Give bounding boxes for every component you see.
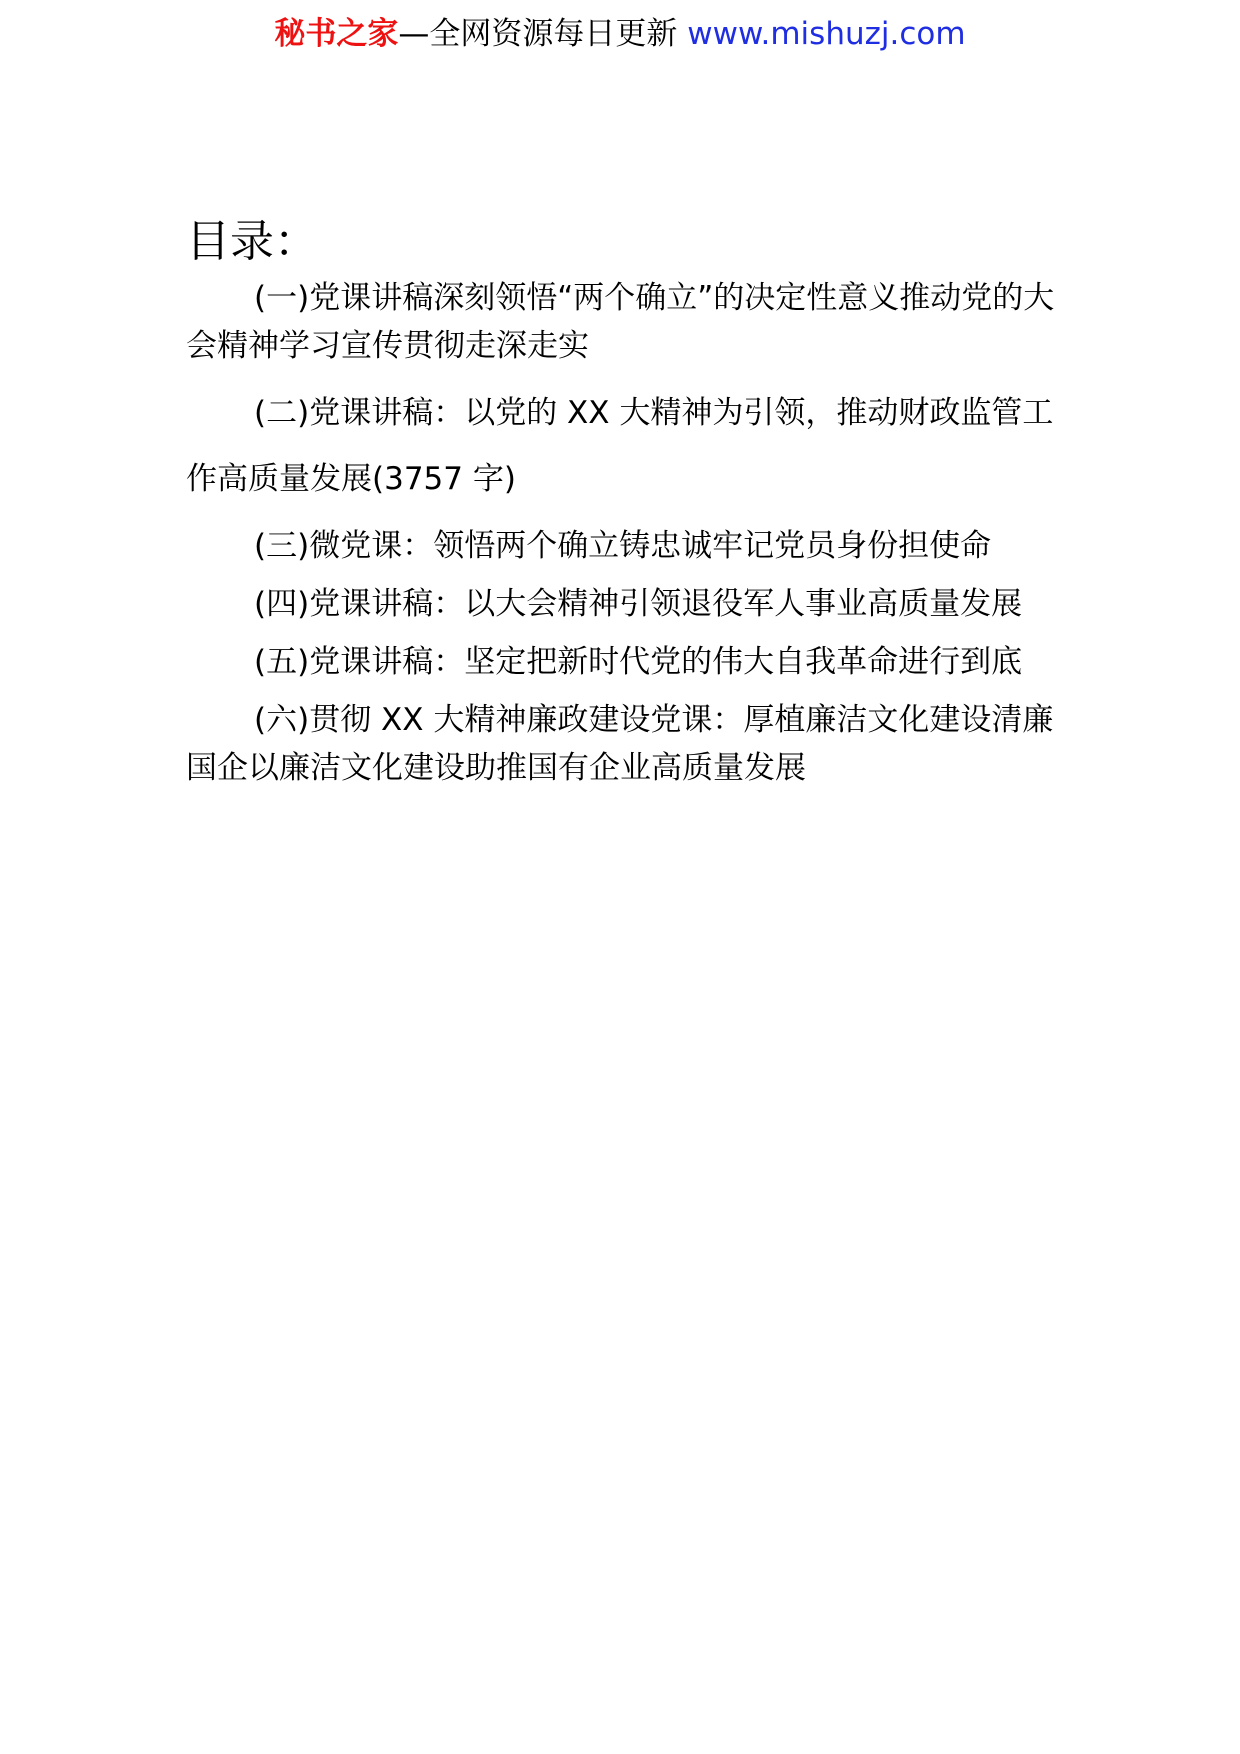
brand-name: 秘书之家 [274,16,399,52]
site-header [0,12,1240,56]
site-url-link[interactable]: www.mishuzj.com [687,16,966,52]
toc-title: 目录： [186,216,318,267]
toc-item-3: (三)微党课：领悟两个确立铸忠诚牢记党员身份担使命 [254,528,992,564]
toc-item-5: (五)党课讲稿：坚定把新时代党的伟大自我革命进行到底 [254,644,1023,680]
toc-item-1: (一)党课讲稿深刻领悟“两个确立”的决定性意义推动党的大会精神学习宣传贯彻走深走实 [186,280,1055,364]
toc-item-6: (六)贯彻 XX 大精神廉政建设党课：厚植廉洁文化建设清廉国企以廉洁文化建设助推国有企业高质量发展 [186,702,1054,786]
toc-item-4: (四)党课讲稿：以大会精神引领退役军人事业高质量发展 [254,586,1023,622]
document-body [186,212,1066,802]
toc-item-2: (二)党课讲稿：以党的 XX 大精神为引领，推动财政监管工作高质量发展(3757 字) [186,395,1054,497]
header-tagline: —全网资源每日更新 [398,16,678,52]
toc-list [186,274,1066,792]
